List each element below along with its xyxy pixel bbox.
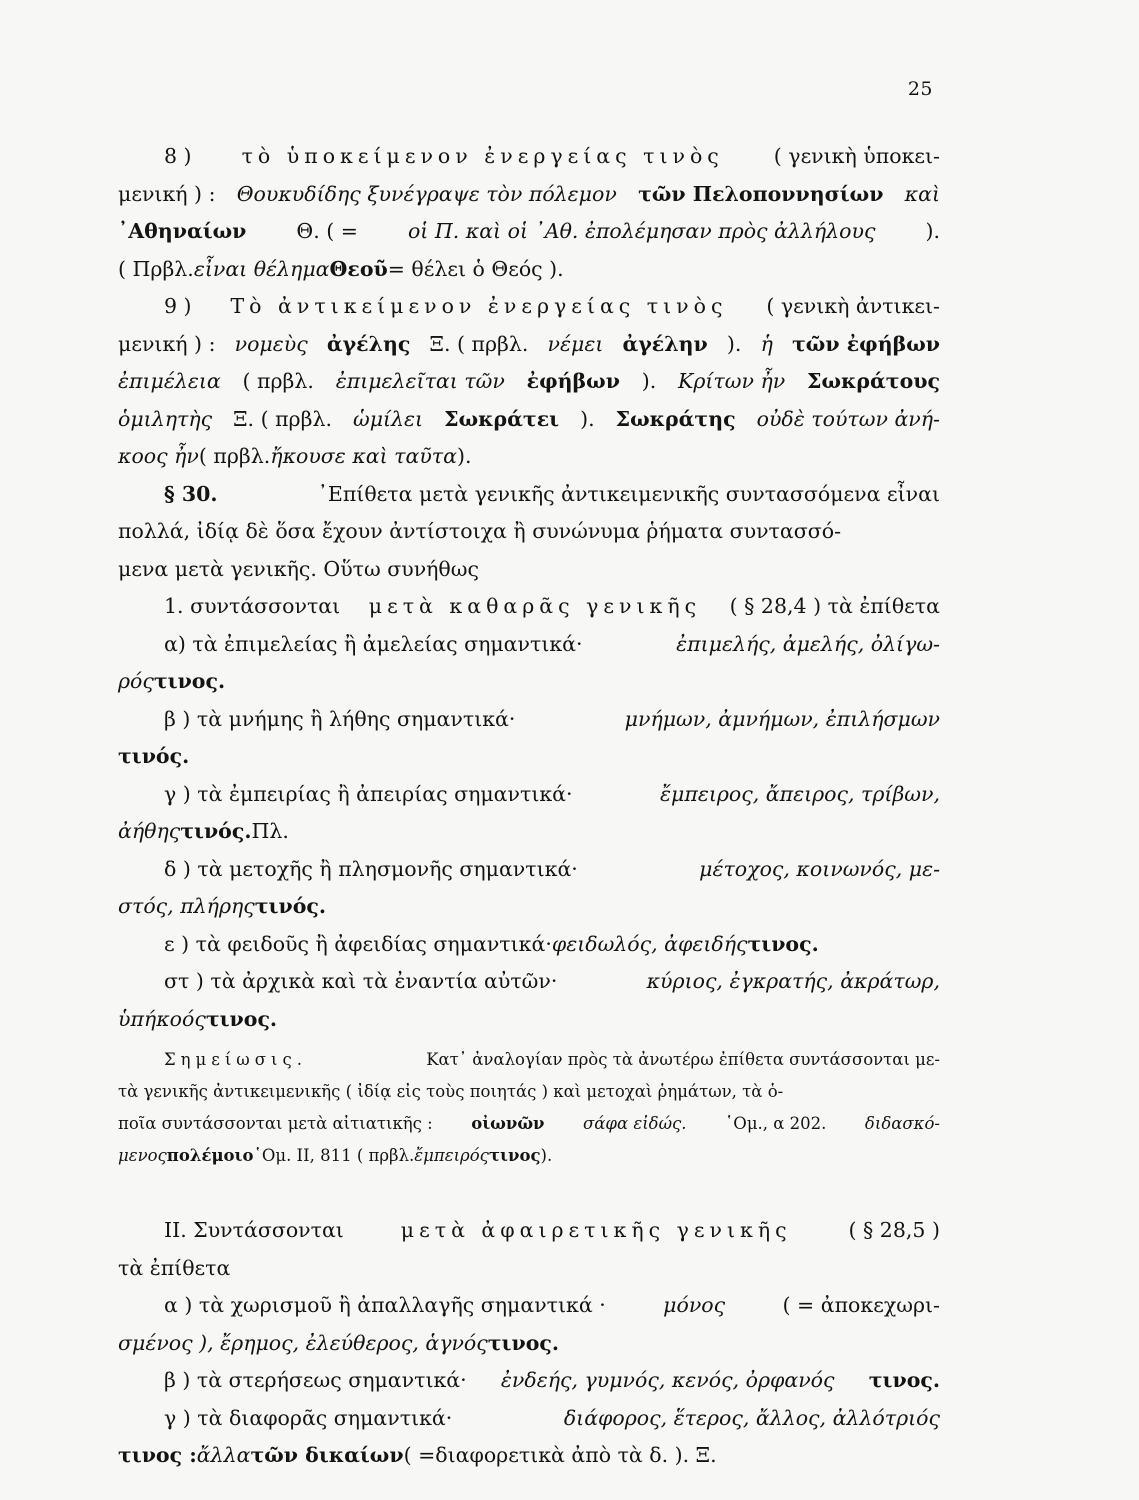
text-line: [118, 813, 940, 851]
text-line: [118, 1287, 940, 1325]
text-segment: μενική ) :: [118, 181, 216, 206]
text-segment: τὰ ἐπίθετα: [118, 1255, 231, 1280]
text-segment: ἡ: [760, 331, 773, 356]
text-line: [118, 1212, 940, 1250]
text-segment: τὸ ὑποκείμενον ἐνεργείας τινὸς: [241, 144, 724, 168]
text-segment: ᾿Επίθετα μετὰ γενικῆς ἀντικειμενικῆς συντασσόμενα εἶναι: [317, 481, 940, 506]
text-line: [118, 401, 940, 439]
text-segment: ).: [925, 219, 940, 243]
text-line: [118, 851, 940, 889]
text-segment: μενική ) :: [118, 331, 216, 356]
text-segment: πολλά, ἰδίᾳ δὲ ὅσα ἔχουν ἀντίστοιχα ἢ συνώνυμα ῥήματα συντασσό-: [118, 519, 841, 543]
text-segment: διδασκό-: [864, 1114, 940, 1133]
text-line: [118, 888, 940, 926]
text-segment: μέτοχος, κοινωνός, με-: [699, 856, 940, 881]
text-segment: Κρίτων ἦν: [678, 369, 786, 393]
text-segment: τινός.: [254, 894, 326, 918]
text-segment: τινος.: [868, 1368, 940, 1392]
text-segment: τῶν δικαίων: [250, 1443, 404, 1467]
text-line: [118, 1437, 940, 1475]
text-segment: σάφα εἰδώς.: [583, 1114, 687, 1133]
text-segment: τινός.: [180, 819, 252, 843]
text-line: [118, 438, 940, 476]
text-segment: α) τὰ ἐπιμελείας ἢ ἀμελείας σημαντικά·: [164, 631, 583, 656]
text-segment: ( γενικὴ ὑποκει-: [773, 144, 940, 168]
text-segment: κοος ἦν: [118, 444, 199, 468]
text-segment: Θ. ( =: [296, 219, 358, 243]
text-segment: ὑπήκοός: [118, 1006, 206, 1031]
text-segment: τινος.: [747, 931, 819, 956]
text-segment: ἀγέλης: [326, 331, 411, 356]
text-segment: οἱ Π. καὶ οἱ ᾿Αθ. ἐπολέμησαν πρὸς ἀλλήλους: [407, 219, 876, 243]
text-segment: = θέλει ὁ Θεός ).: [387, 256, 564, 281]
text-segment: τῶν Πελοποννησίων: [638, 181, 884, 206]
text-segment: ).: [726, 331, 742, 356]
text-segment: ).: [641, 369, 657, 393]
text-segment: 1. συντάσσονται: [164, 594, 341, 618]
text-segment: εἶναι θέλημα: [193, 256, 330, 281]
text-segment: Κατ᾿ ἀναλογίαν πρὸς τὰ ἀνωτέρω ἐπίθετα συντάσσονται με-: [426, 1050, 940, 1069]
text-line: [118, 176, 940, 214]
text-segment: ἄλλα: [196, 1443, 251, 1467]
text-segment: τινος :: [118, 1443, 197, 1467]
text-segment: ).: [540, 1146, 553, 1165]
text-segment: νέμει: [547, 331, 604, 356]
text-segment: τινος.: [487, 1330, 559, 1355]
text-segment: σμένος ), ἔρημος, ἐλεύθερος, ἁγνός: [118, 1330, 488, 1355]
text-segment: μνήμων, ἀμνήμων, ἐπιλήσμων: [624, 706, 940, 731]
text-segment: μόνος: [663, 1293, 726, 1317]
text-line: [118, 288, 940, 326]
text-line: [118, 213, 940, 251]
text-segment: νομεὺς: [234, 331, 308, 356]
text-line: [118, 1250, 940, 1288]
text-line: [118, 963, 940, 1001]
text-segment: ἐπιμέλεια: [118, 369, 221, 393]
text-segment: Θουκυδίδης ξυνέγραψε τὸν πόλεμον: [236, 181, 617, 206]
text-segment: ( πρβλ.: [198, 444, 271, 468]
text-segment: ῾Ομ., α 202.: [725, 1114, 827, 1133]
text-segment: πολέμοιο: [166, 1146, 254, 1165]
text-segment: Σημείωσις.: [164, 1050, 307, 1069]
text-segment: τινος.: [205, 1006, 278, 1031]
text-segment: ἔμπειρός: [414, 1146, 489, 1165]
text-segment: ( =διαφορετικὰ ἀπὸ τὰ δ. ). Ξ.: [403, 1443, 717, 1467]
text-line: [118, 326, 940, 364]
text-segment: Σωκράτους: [807, 369, 940, 393]
text-segment: 9 ): [164, 294, 192, 318]
text-segment: οὐδὲ τούτων ἀνή-: [756, 406, 940, 431]
text-segment: φειδωλός, ἀφειδής: [551, 931, 748, 956]
note-line: [118, 1108, 940, 1140]
text-segment: καὶ: [904, 181, 940, 206]
text-segment: ( = ἀποκεχωρι-: [782, 1293, 940, 1317]
text-segment: ὡμίλει: [352, 406, 424, 431]
text-line: [118, 626, 940, 664]
text-segment: ᾿Αθηναίων: [118, 219, 247, 243]
text-segment: ἀήθης: [118, 819, 181, 843]
note-block: [118, 1044, 940, 1172]
text-line: [118, 1325, 940, 1363]
text-line: [118, 513, 940, 551]
text-segment: μετὰ καθαρᾶς γενικῆς: [368, 594, 702, 618]
text-segment: ( πρβλ.: [242, 369, 314, 393]
text-segment: μετὰ ἀφαιρετικῆς γενικῆς: [400, 1218, 792, 1242]
text-segment: 8 ): [164, 144, 192, 168]
text-line: [118, 1001, 940, 1039]
body-text: [118, 138, 940, 1475]
text-segment: β ) τὰ μνήμης ἢ λήθης σημαντικά·: [164, 706, 516, 731]
text-segment: ἐφήβων: [526, 369, 620, 393]
text-line: [118, 476, 940, 514]
text-line: [118, 551, 940, 589]
text-segment: ε ) τὰ φειδοῦς ἢ ἀφειδίας σημαντικά·: [164, 931, 552, 956]
text-segment: ( § 28,5 ): [848, 1218, 940, 1242]
text-segment: ὁμιλητὴς: [118, 406, 213, 431]
text-segment: τῶν ἐφήβων: [792, 331, 940, 356]
text-segment: τὰ γενικῆς ἀντικειμενικῆς ( ἰδίᾳ εἰς τοὺς ποιητάς ) καὶ μετοχαὶ ῥημάτων, τὰ ὁ-: [118, 1082, 784, 1101]
text-line: [118, 251, 940, 289]
text-segment: διάφορος, ἕτερος, ἄλλος, ἀλλότριός: [563, 1405, 940, 1430]
text-line: [118, 1362, 940, 1400]
text-segment: ἔμπειρος, ἄπειρος, τρίβων,: [660, 781, 940, 806]
text-segment: ἀγέλην: [622, 331, 708, 356]
text-segment: ἐπιμελεῖται τῶν: [335, 369, 505, 393]
text-line: [118, 776, 940, 814]
text-segment: Πλ.: [251, 819, 289, 843]
text-segment: Σωκράτης: [615, 406, 736, 431]
text-segment: γ ) τὰ ἐμπειρίας ἢ ἀπειρίας σημαντικά·: [164, 781, 573, 806]
text-segment: Ξ. ( πρβλ.: [233, 406, 332, 431]
text-segment: στός, πλήρης: [118, 894, 255, 918]
text-segment: Σωκράτει: [444, 406, 560, 431]
text-segment: ἐνδεής, γυμνός, κενός, ὀρφανός: [500, 1368, 835, 1392]
text-segment: κύριος, ἐγκρατής, ἀκράτωρ,: [646, 969, 940, 993]
text-segment: τινος.: [153, 669, 226, 693]
text-segment: δ ) τὰ μετοχῆς ἢ πλησμονῆς σημαντικά·: [164, 856, 578, 881]
text-segment: στ ) τὰ ἀρχικὰ καὶ τὰ ἐναντία αὐτῶν·: [164, 969, 558, 993]
text-segment: α ) τὰ χωρισμοῦ ἢ ἀπαλλαγῆς σημαντικά ·: [164, 1293, 606, 1317]
text-segment: τινός.: [118, 744, 190, 768]
text-segment: ΙΙ. Συντάσσονται: [164, 1218, 344, 1242]
text-segment: ( § 28,4 ) τὰ ἐπίθετα: [729, 594, 940, 618]
text-segment: ).: [457, 444, 472, 468]
text-segment: ποῖα συντάσσονται μετὰ αἰτιατικῆς :: [118, 1114, 433, 1133]
text-line: [118, 363, 940, 401]
text-line: [118, 738, 940, 776]
text-segment: μενος: [118, 1146, 167, 1165]
text-line: [118, 663, 940, 701]
text-line: [118, 588, 940, 626]
text-segment: τινος: [488, 1146, 541, 1165]
text-segment: ).: [580, 406, 595, 431]
text-segment: Τὸ ἀντικείμενον ἐνεργείας τινὸς: [230, 294, 728, 318]
text-segment: Θεοῦ: [329, 256, 388, 281]
note-line: [118, 1140, 940, 1172]
text-line: [118, 926, 940, 964]
text-segment: ( Πρβλ.: [118, 256, 194, 281]
text-line: [118, 138, 940, 176]
note-line: [118, 1044, 940, 1076]
text-segment: ἐπιμελής, ἀμελής, ὀλίγω-: [676, 631, 940, 656]
text-segment: μενα μετὰ γενικῆς. Οὕτω συνήθως: [118, 556, 479, 581]
text-segment: οἰωνῶν: [471, 1114, 545, 1133]
text-segment: γ ) τὰ διαφορᾶς σημαντικά·: [164, 1405, 453, 1430]
text-segment: ῾Ομ. ΙΙ, 811 ( πρβλ.: [253, 1146, 415, 1165]
text-line: [118, 701, 940, 739]
note-line: [118, 1076, 940, 1108]
text-segment: ρός: [118, 669, 154, 693]
text-segment: ( γενικὴ ἀντικει-: [766, 294, 940, 318]
text-segment: § 30.: [164, 481, 218, 506]
page-number: 25: [907, 78, 933, 100]
text-line: [118, 1400, 940, 1438]
text-segment: ἤκουσε καὶ ταῦτα: [270, 444, 457, 468]
text-segment: Ξ. ( πρβλ.: [429, 331, 529, 356]
text-segment: β ) τὰ στερήσεως σημαντικά·: [164, 1368, 467, 1392]
